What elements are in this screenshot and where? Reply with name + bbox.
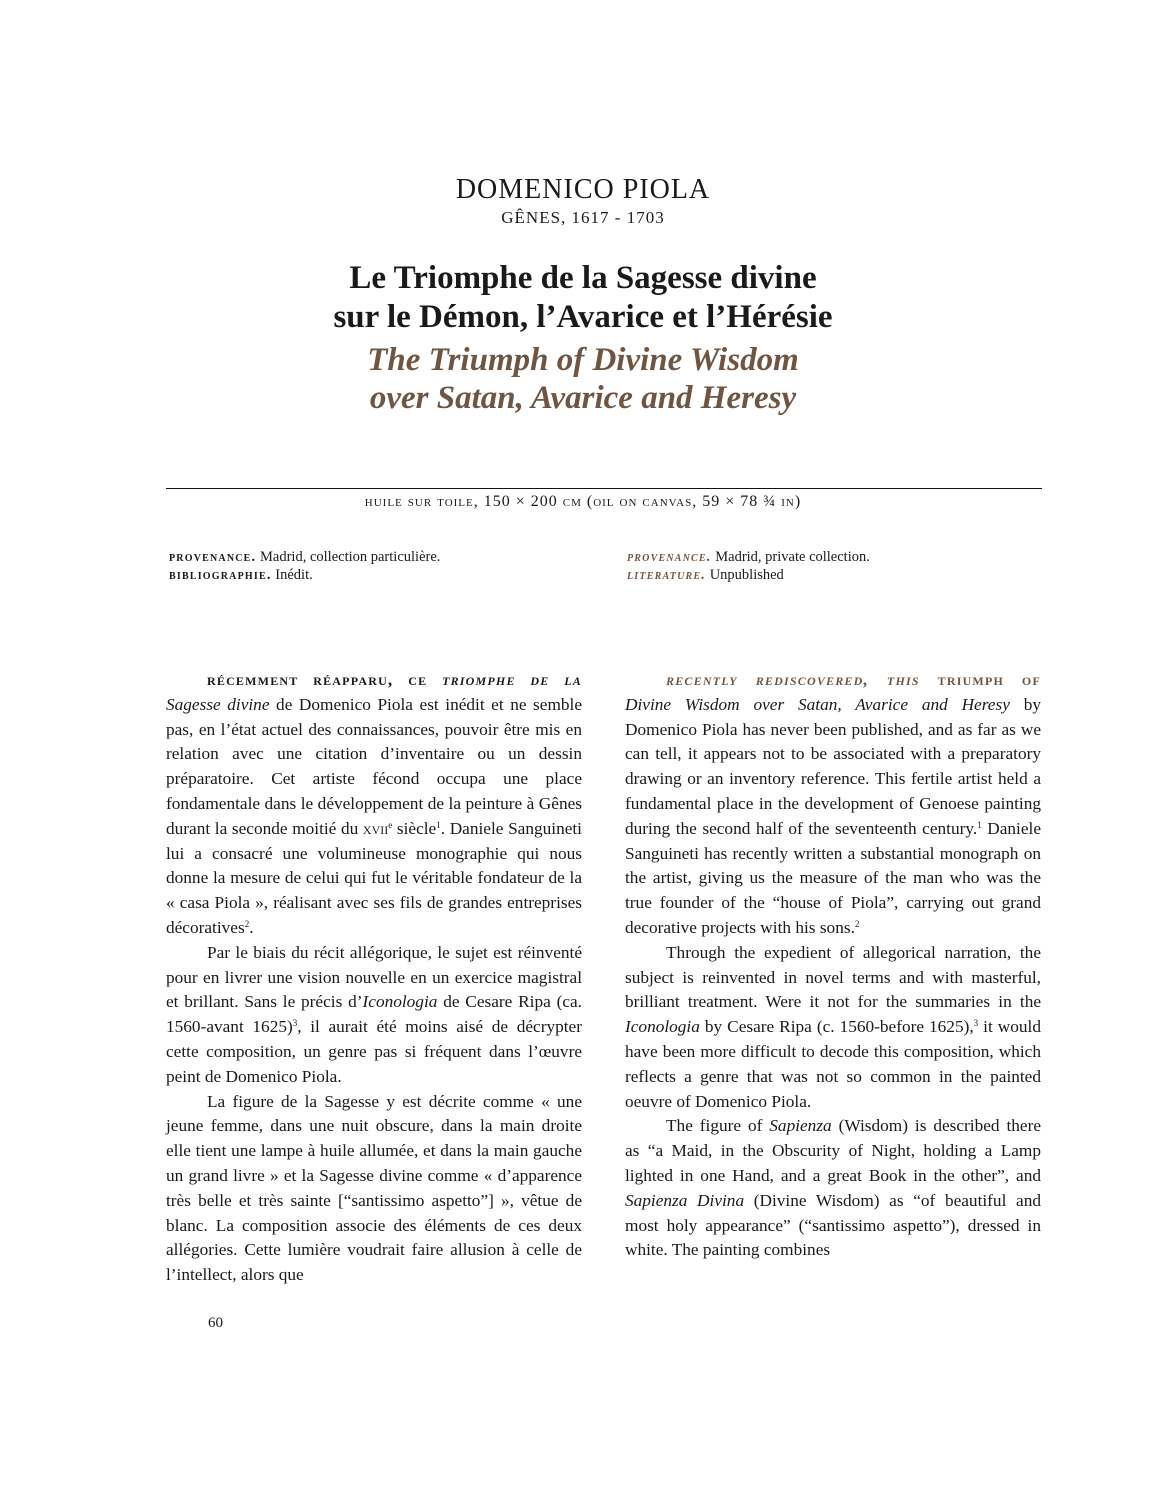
artist-dates: GÊNES, 1617 - 1703 bbox=[501, 208, 665, 227]
paragraph-en-1 bbox=[625, 668, 1041, 941]
paragraph-en-3 bbox=[625, 1114, 1041, 1263]
body-column-english bbox=[625, 668, 1041, 1263]
lead-in-title-en: triumph of bbox=[937, 670, 1041, 689]
title-english-line-1: The Triumph of Divine Wisdom bbox=[367, 342, 799, 378]
text-en-3b: (Wisdom) is described there as “a Maid, in the Obscurity of Night, holding a Lamp lighted in one Hand, and a great Book in the other”, and bbox=[625, 1116, 1041, 1185]
medium-dimensions: huile sur toile, 150 × 200 cm (oil on canvas, 59 × 78 ¾ in) bbox=[364, 493, 802, 510]
text-en-3c: (Divine Wisdom) as “of beautiful and most holy appearance” (“santissimo aspetto”), dressed in white. The painting combines bbox=[625, 1190, 1041, 1260]
text-en-1b: Daniele Sanguineti has recently written a substantial monograph on the artist, giving us the measure of the man who was the true founder of the “house of Piola”, carrying out grand decorative projects with his sons. bbox=[625, 818, 1041, 937]
meta-provenance-fr bbox=[169, 548, 589, 566]
footnote-ref-1-en[interactable]: 1 bbox=[977, 819, 982, 830]
text-en-1a: by Domenico Piola has never been published, and as far as we can tell, it appears not to be associated with a preparatory drawing or an inventory reference. This fertile artist held a fundamental place in the development of Genoese painting during the second half of the seventeenth century. bbox=[625, 694, 1041, 838]
sapienza-divina: Sapienza Divina bbox=[625, 1190, 745, 1210]
literature-label-en: literature. bbox=[627, 567, 707, 583]
text-en-2b: by Cesare Ripa (c. 1560-before 1625), bbox=[699, 1017, 974, 1037]
work-title-en: Divine Wisdom over Satan, Avarice and Heresy bbox=[625, 694, 1010, 714]
meta-english bbox=[627, 548, 1047, 584]
provenance-value-en: Madrid, private collection. bbox=[715, 549, 870, 565]
horizontal-rule bbox=[166, 488, 1042, 489]
paragraph-fr-1 bbox=[166, 668, 582, 941]
title-english bbox=[0, 341, 1166, 417]
paragraph-fr-2 bbox=[166, 941, 582, 1090]
text-en-2a: Through the expedient of allegorical narration, the subject is reinvented in novel terms and with masterful, brilliant treatment. Were it not for the summaries in the bbox=[625, 942, 1041, 1012]
provenance-label-en: provenance. bbox=[627, 549, 712, 565]
bibliography-value-fr: Inédit. bbox=[275, 567, 313, 583]
iconologia-en: Iconologia bbox=[625, 1017, 700, 1037]
footnote-ref-1[interactable]: 1 bbox=[436, 819, 441, 830]
title-french-line-1: Le Triomphe de la Sagesse divine bbox=[349, 260, 817, 296]
page-number: 60 bbox=[208, 1315, 223, 1331]
text-fr-1b: siècle bbox=[392, 818, 437, 838]
text-fr-1c: . Daniele Sanguineti lui a consacré une volumineuse monographie qui nous donne la mesure de celui qui fut le véritable fondateur de la « casa Piola », réalisant avec ses fils de grandes entreprises décoratives bbox=[166, 818, 582, 937]
lead-in-fr: récemment réapparu, ce bbox=[207, 670, 443, 689]
title-french bbox=[0, 259, 1166, 337]
artist-name: DOMENICO PIOLA bbox=[455, 174, 711, 205]
body-column-french bbox=[166, 668, 582, 1288]
footnote-ref-3[interactable]: 3 bbox=[292, 1018, 298, 1029]
lead-in-title-fr: triomphe de la bbox=[442, 670, 583, 689]
paragraph-fr-3: La figure de la Sagesse y est décrite comme « une jeune femme, dans une nuit obscure, dans la main droite elle tient une lampe à huile allumée, et dans la main gauche un grand livre » et la Sagesse divine comme « d’apparence très belle et très sainte [“santissimo aspetto”] », vêtue de blanc. La composition associe des éléments de ces deux allégories. Cette lumière voudrait faire allusion à celle de l’intellect, alors que bbox=[166, 1091, 582, 1285]
literature-value-en: Unpublished bbox=[709, 567, 784, 583]
meta-french bbox=[169, 548, 589, 584]
text-en-3a: The figure of bbox=[666, 1116, 770, 1136]
text-fr-1d: . bbox=[249, 917, 254, 937]
century-suffix: e bbox=[388, 819, 393, 830]
title-english-line-2: over Satan, Avarice and Heresy bbox=[369, 380, 797, 416]
text-fr-2a: Par le biais du récit allégorique, le sujet est réinventé pour en livrer une vision nouvelle en un exercice magistral et brillant. Sans le précis d’ bbox=[166, 942, 582, 1012]
provenance-label-fr: provenance. bbox=[169, 549, 257, 565]
footnote-ref-2[interactable]: 2 bbox=[244, 918, 250, 929]
text-fr-2c: , il aurait été moins aisé de décrypter cette composition, un genre pas si fréquent dans l’œuvre peint de Domenico Piola. bbox=[166, 1017, 582, 1086]
bibliography-label-fr: bibliographie. bbox=[169, 567, 272, 583]
lead-in-en: recently rediscovered, this bbox=[666, 670, 938, 689]
text-en-2c: it would have been more difficult to decode this composition, which reflects a genre that was not so common in the painted oeuvre of Domenico Piola. bbox=[625, 1017, 1041, 1111]
work-title-fr: Sagesse divine bbox=[166, 694, 270, 714]
footnote-ref-2-en[interactable]: 2 bbox=[854, 918, 860, 929]
title-french-line-2: sur le Démon, l’Avarice et l’Hérésie bbox=[333, 299, 833, 335]
meta-provenance-en bbox=[627, 548, 1047, 566]
paragraph-en-2 bbox=[625, 941, 1041, 1115]
iconologia-fr: Iconologia bbox=[362, 992, 438, 1012]
footnote-ref-3-en[interactable]: 3 bbox=[973, 1018, 979, 1029]
text-fr-1a: de Domenico Piola est inédit et ne semble pas, en l’état actuel des connaissances, pouvoir être mis en relation avec une citation d’inventaire ou un dessin préparatoire. Cet artiste fécond occupa une place fondamentale dans le développement de la peinture à Gênes durant la seconde moitié du bbox=[166, 694, 583, 838]
text-fr-2b: de Cesare Ripa (ca. 1560-avant 1625) bbox=[166, 992, 582, 1037]
sapienza: Sapienza bbox=[769, 1116, 832, 1136]
provenance-value-fr: Madrid, collection particulière. bbox=[260, 549, 441, 565]
meta-literature-en bbox=[627, 566, 1047, 584]
meta-bibliography-fr bbox=[169, 566, 589, 584]
century-numeral: xvii bbox=[362, 818, 389, 838]
